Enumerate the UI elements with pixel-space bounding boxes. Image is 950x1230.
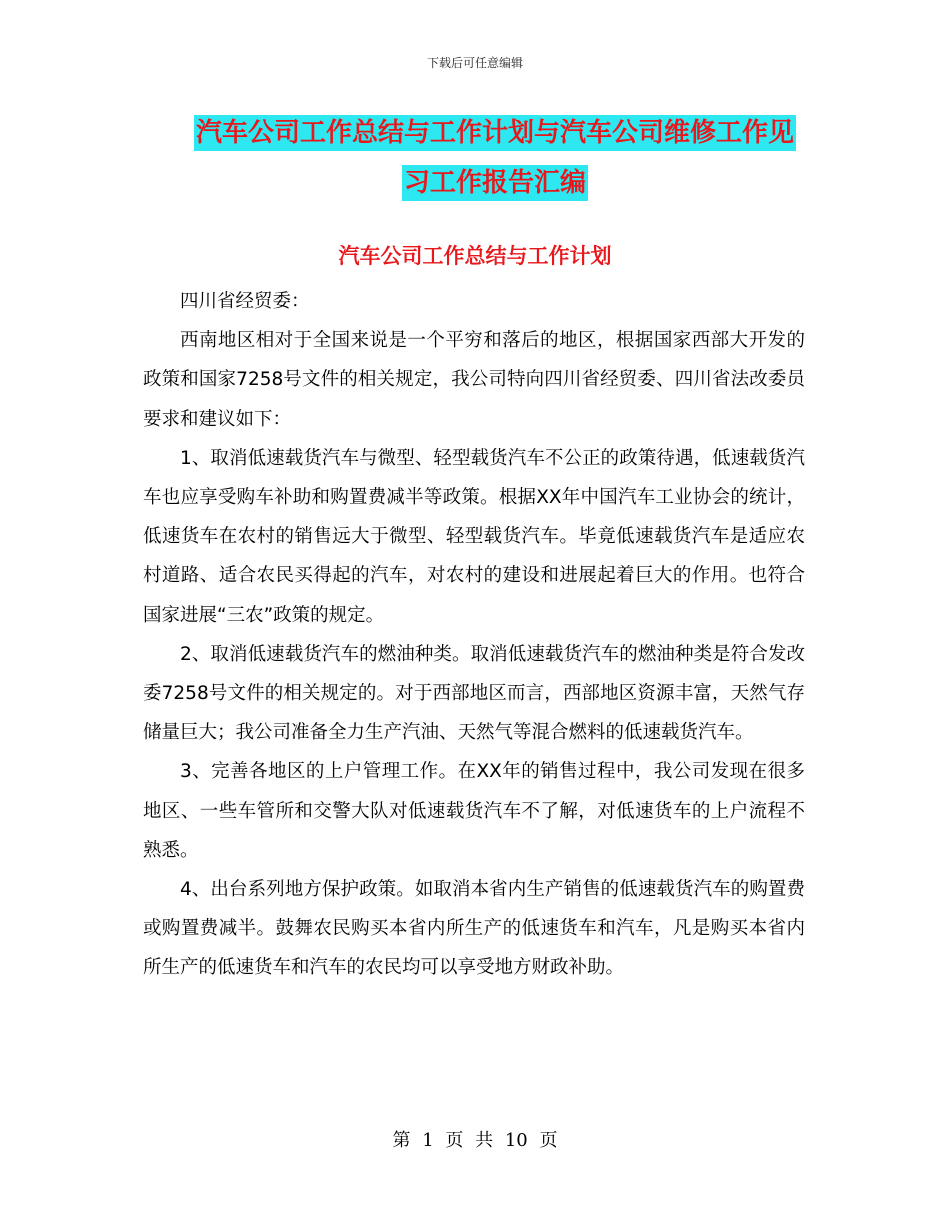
body-paragraph: 1、取消低速载货汽车与微型、轻型载货汽车不公正的政策待遇，低速载货汽车也应享受购车补助和购置费减半等政策。根据XX年中国汽车工业协会的统计，低速货车在农村的销售远大于微型、轻型载货汽车。毕竟低速载货汽车是适应农村道路、适合农民买得起的汽车，对农村的建设和进展起着巨大的作用。也符合国家进展“三农”政策的规定。 [143, 447, 805, 626]
document-title-line-2: 习工作报告汇编 [402, 165, 588, 201]
body-paragraph: 2、取消低速载货汽车的燃油种类。取消低速载货汽车的燃油种类是符合发改委7258号文件的相关规定的。对于西部地区而言，西部地区资源丰富，天然气存储量巨大；我公司准备全力生产汽油、天然气等混合燃料的低速载货汽车。 [143, 643, 805, 744]
header-note: 下载后可任意编辑 [426, 56, 523, 70]
body-paragraph: 西南地区相对于全国来说是一个平穷和落后的地区，根据国家西部大开发的政策和国家7258号文件的相关规定，我公司特向四川省经贸委、四川省法改委员要求和建议如下： [143, 330, 805, 430]
page-number: 第 1 页 共 10 页 [392, 1130, 558, 1151]
salutation: 四川省经贸委： [180, 291, 310, 312]
document-title [150, 108, 840, 208]
document-body [143, 282, 805, 988]
document-title-line-1: 汽车公司工作总结与工作计划与汽车公司维修工作见 [194, 115, 796, 151]
body-paragraph: 3、完善各地区的上户管理工作。在XX年的销售过程中，我公司发现在很多地区、一些车管所和交警大队对低速载货汽车不了解，对低速货车的上户流程不熟悉。 [143, 761, 805, 861]
body-paragraph: 4、出台系列地方保护政策。如取消本省内生产销售的低速载货汽车的购置费或购置费减半。鼓舞农民购买本省内所生产的低速货车和汽车，凡是购买本省内所生产的低速货车和汽车的农民均可以享受地方财政补助。 [143, 879, 805, 979]
section-title: 汽车公司工作总结与工作计划 [338, 244, 612, 268]
